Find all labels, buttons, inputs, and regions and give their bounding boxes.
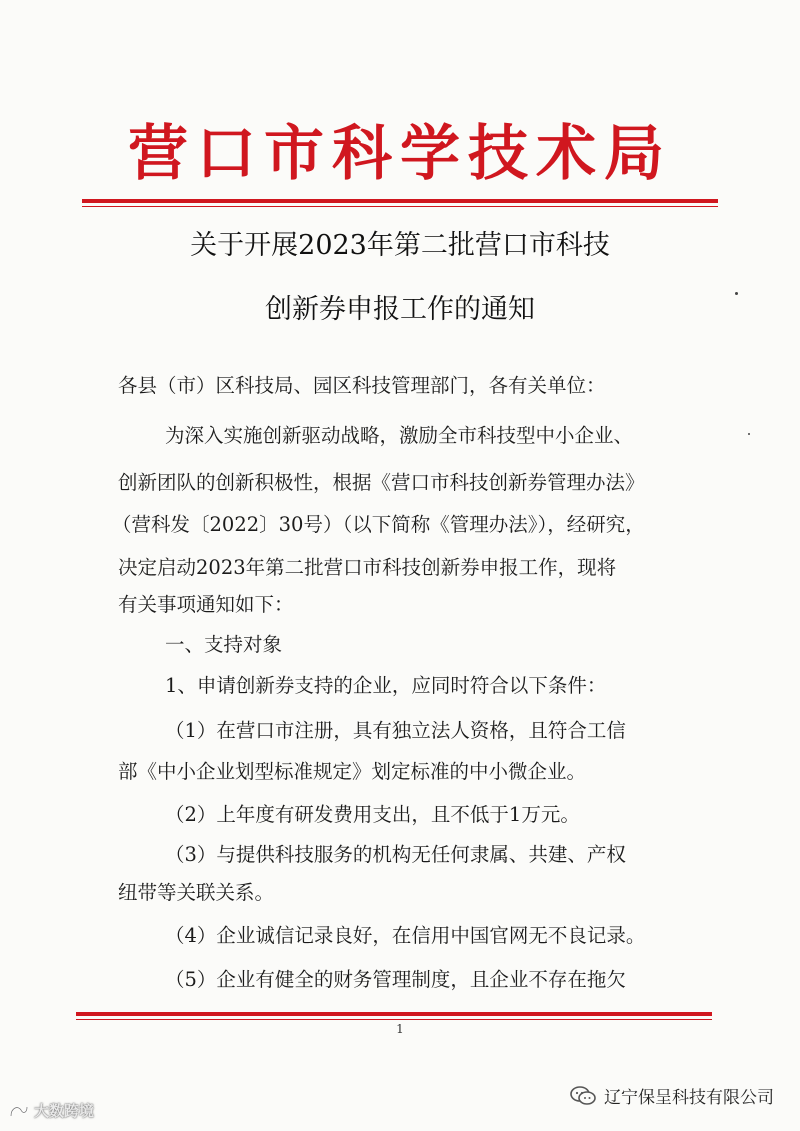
watermark-logo-icon [8,1102,30,1120]
body-line: 部《中小企业划型标准规定》划定标准的中小微企业。 [118,760,587,783]
body-line: 1、申请创新券支持的企业，应同时符合以下条件： [165,674,607,697]
body-line: 纽带等关联关系。 [118,881,275,904]
body-line: （2）上年度有研发费用支出，且不低于1万元。 [165,803,580,826]
wechat-attribution [570,1083,774,1108]
body-line: （营科发〔2022〕30号）（以下简称《管理办法》），经研究， [112,513,645,536]
section-heading: 一、支持对象 [165,633,283,656]
body-line: （5）企业有健全的财务管理制度，且企业不存在拖欠 [165,968,626,991]
page-number: 1 [396,1022,404,1036]
wechat-icon [570,1086,596,1106]
wechat-account-name: 辽宁保呈科技有限公司 [604,1088,774,1108]
agency-title: 营口市科学技术局 [128,119,672,189]
scan-speck [735,292,738,295]
body-line: 为深入实施创新驱动战略，激励全市科技型中小企业、 [165,424,634,447]
scan-speck [748,433,750,435]
document-title-line-2: 创新券申报工作的通知 [265,294,535,325]
body-line: 决定启动2023年第二批营口市科技创新券申报工作，现将 [118,556,617,579]
body-line: 创新团队的创新积极性，根据《营口市科技创新券管理办法》 [118,471,645,494]
watermark-text: 大数跨境 [34,1102,95,1120]
body-line: （1）在营口市注册，具有独立法人资格，且符合工信 [165,719,626,742]
document-title-line-1: 关于开展2023年第二批营口市科技 [190,230,610,261]
header-red-rule [82,199,718,207]
addressee-line: 各县（市）区科技局、园区科技管理部门，各有关单位： [118,374,606,397]
body-line: （4）企业诚信记录良好，在信用中国官网无不良记录。 [165,924,646,947]
body-line: 有关事项通知如下： [118,593,294,616]
watermark [8,1100,94,1121]
footer-red-rule [76,1012,712,1020]
body-line: （3）与提供科技服务的机构无任何隶属、共建、产权 [165,843,626,866]
